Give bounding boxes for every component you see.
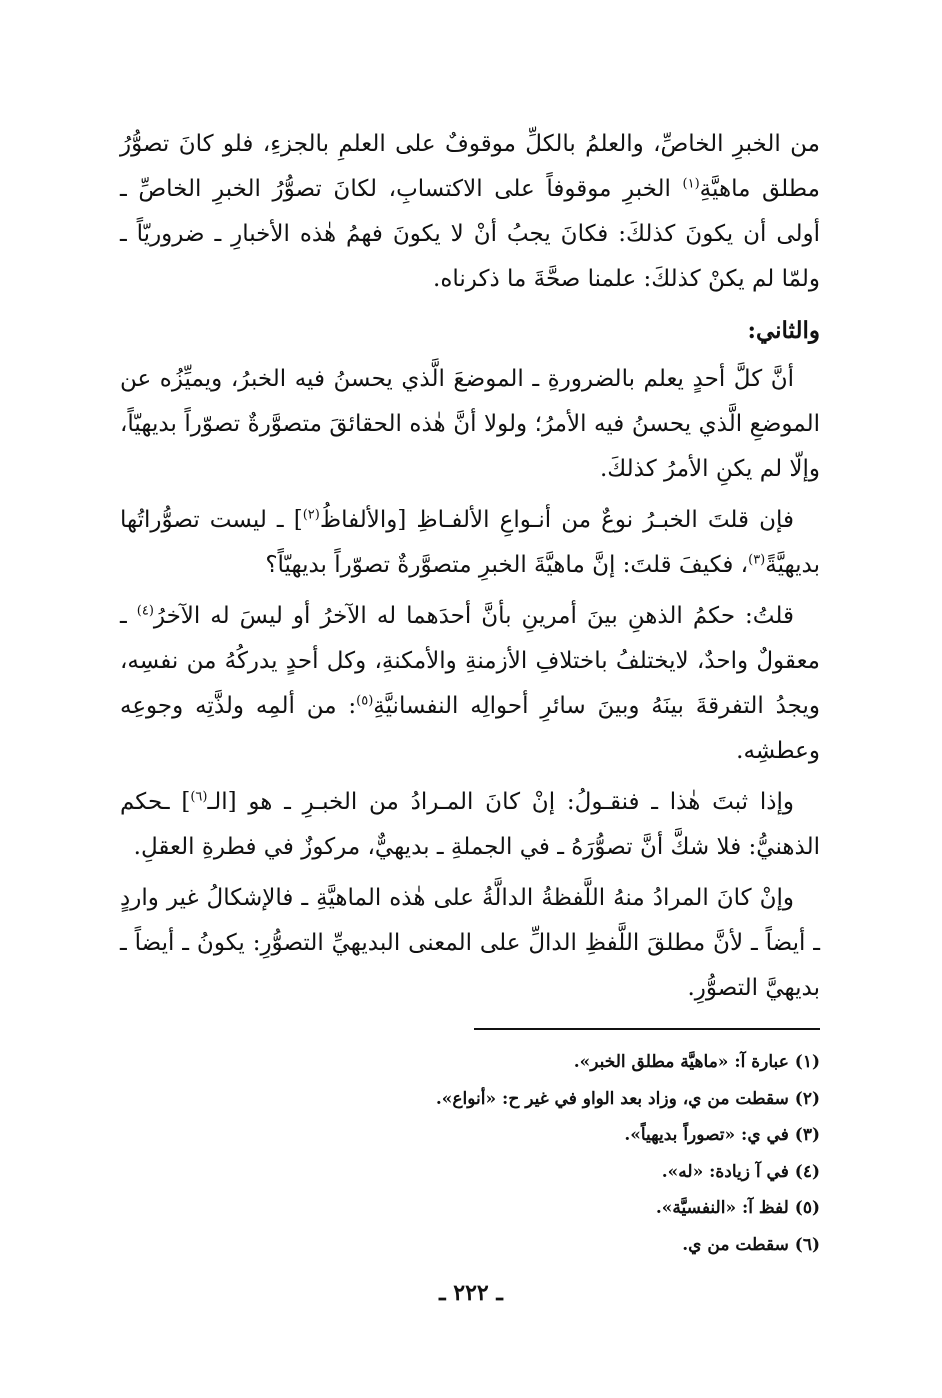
paragraph-text: قلتُ: حكمُ الذهنِ بينَ أمرينِ بأنَّ أحدَهما له الآخرُ أو ليسَ له الآخرُ — [153, 603, 794, 629]
paragraph-text: وإذا ثبتَ هٰذا ـ فنقـولُ: إنْ كانَ المـرادُ من الخبـرِ ـ هو [الـ — [207, 789, 794, 815]
paragraph-text: الخبرِ موقوفاً على الاكتسابِ، لكانَ تصوُّرُ الخبرِ الخاصِّ ـ أولى أن يكونَ كذلكَ: فكانَ يجبُ أنْ لا يكونَ فهمُ هٰذه الأخبارِ ـ ضروريّاً ـ ولمّا لم يكنْ كذلكَ: علمنا صحَّةَ ما ذكرناه. — [120, 176, 820, 292]
paragraph-text: من الخبرِ الخاصِّ، والعلمُ بالكلِّ موقوفٌ على العلمِ بالجزءِ، فلو كانَ تصوُّرُ مطلق ماهيَّةِ — [120, 131, 820, 202]
footnote-ref-2: (٢) — [302, 507, 320, 523]
paragraph-1 — [120, 122, 820, 302]
footnote-4: (٤) في آ زيادة: «له». — [661, 1161, 820, 1182]
paragraph-text: ] ـ ليست تصوُّراتُها بديهيَّةً — [120, 507, 820, 578]
footnote-ref-1: (١) — [682, 176, 700, 192]
footnote-ref-4: (٤) — [136, 603, 154, 619]
paragraph-text: وإنْ كانَ المرادُ منهُ اللَّفظةُ الدالَّةُ على هٰذه الماهيَّةِ ـ فالإشكالُ غير واردٍ ـ أيضاً ـ لأنَّ مطلقَ اللَّفظِ الدالِّ على المعنى البديهيِّ التصوُّرِ: يكونُ ـ أيضاً ـ بديهيَّ التصوُّرِ. — [120, 885, 820, 1001]
paragraph-text: : من ألمِه ولذَّتِه وجوعِه وعطشِه. — [120, 693, 820, 764]
paragraph-text: ـ معقولٌ واحدٌ، لايختلفُ باختلافِ الأزمنةِ والأمكنةِ، وكل أحدٍ يدركُهُ من نفسِه، ويجدُ التفرقةَ بينَهُ وبينَ سائرِ أحوالِه النفسانيَّةِ — [120, 603, 821, 719]
paragraph-6 — [120, 876, 820, 1011]
footnote-5: (٥) لفظ آ: «النفسيَّة». — [655, 1198, 820, 1218]
page-number: ـ ٢٢٢ ـ — [439, 1280, 503, 1306]
paragraph-text: فإن قلتَ الخبـرُ نوعٌ من أنـواعِ الألفـاظِ [والألفاظُ — [319, 507, 794, 533]
paragraph-2 — [120, 357, 820, 492]
paragraph-3 — [120, 498, 820, 588]
footnote-2: (٢) سقطت من ي، وزاد بعد الواو في غير ح: «أنواع». — [435, 1088, 820, 1109]
footnotes — [120, 1044, 820, 1263]
paragraph-text: أنَّ كلَّ أحدٍ يعلم بالضرورةِ ـ الموضعَ الَّذي يحسنُ فيه الخبرُ، ويميِّزُه عن الموضعِ الَّذي يحسنُ فيه الأمرُ؛ ولولا أنَّ هٰذه الحقائقَ متصوَّرةٌ تصوّراً بديهيّاً، وإلّا لم يكنِ الأمرُ كذلكَ. — [120, 366, 821, 482]
footnote-3: (٣) في ي: «تصوراً بديهياً». — [624, 1125, 820, 1145]
footnote-ref-5: (٥) — [356, 693, 374, 709]
footnote-ref-3: (٣) — [748, 552, 766, 568]
paragraph-text: ] ـحكم الذهنيُّ: فلا شكَّ أنَّ تصوُّرَهُ ـ في الجملةِ ـ بديهيٌّ، مركوزٌ في فطرةِ العقلِ. — [120, 789, 820, 860]
footnote-ref-6: (٦) — [190, 789, 208, 805]
footnote-1: (١) عبارة آ: «ماهيَّة مطلق الخبر». — [573, 1052, 820, 1072]
section-heading: والثاني: — [747, 317, 820, 344]
paragraph-text: ، فكيفَ قلتَ: إنَّ ماهيَّةَ الخبرِ متصوَّرةٌ تصوّراً بديهيّاً؟ — [265, 552, 749, 578]
paragraph-4 — [120, 594, 820, 774]
main-text — [120, 122, 820, 1017]
footnote-6: (٦) سقطت من ي. — [682, 1234, 820, 1255]
paragraph-5 — [120, 780, 820, 870]
footnote-divider — [474, 1028, 820, 1030]
